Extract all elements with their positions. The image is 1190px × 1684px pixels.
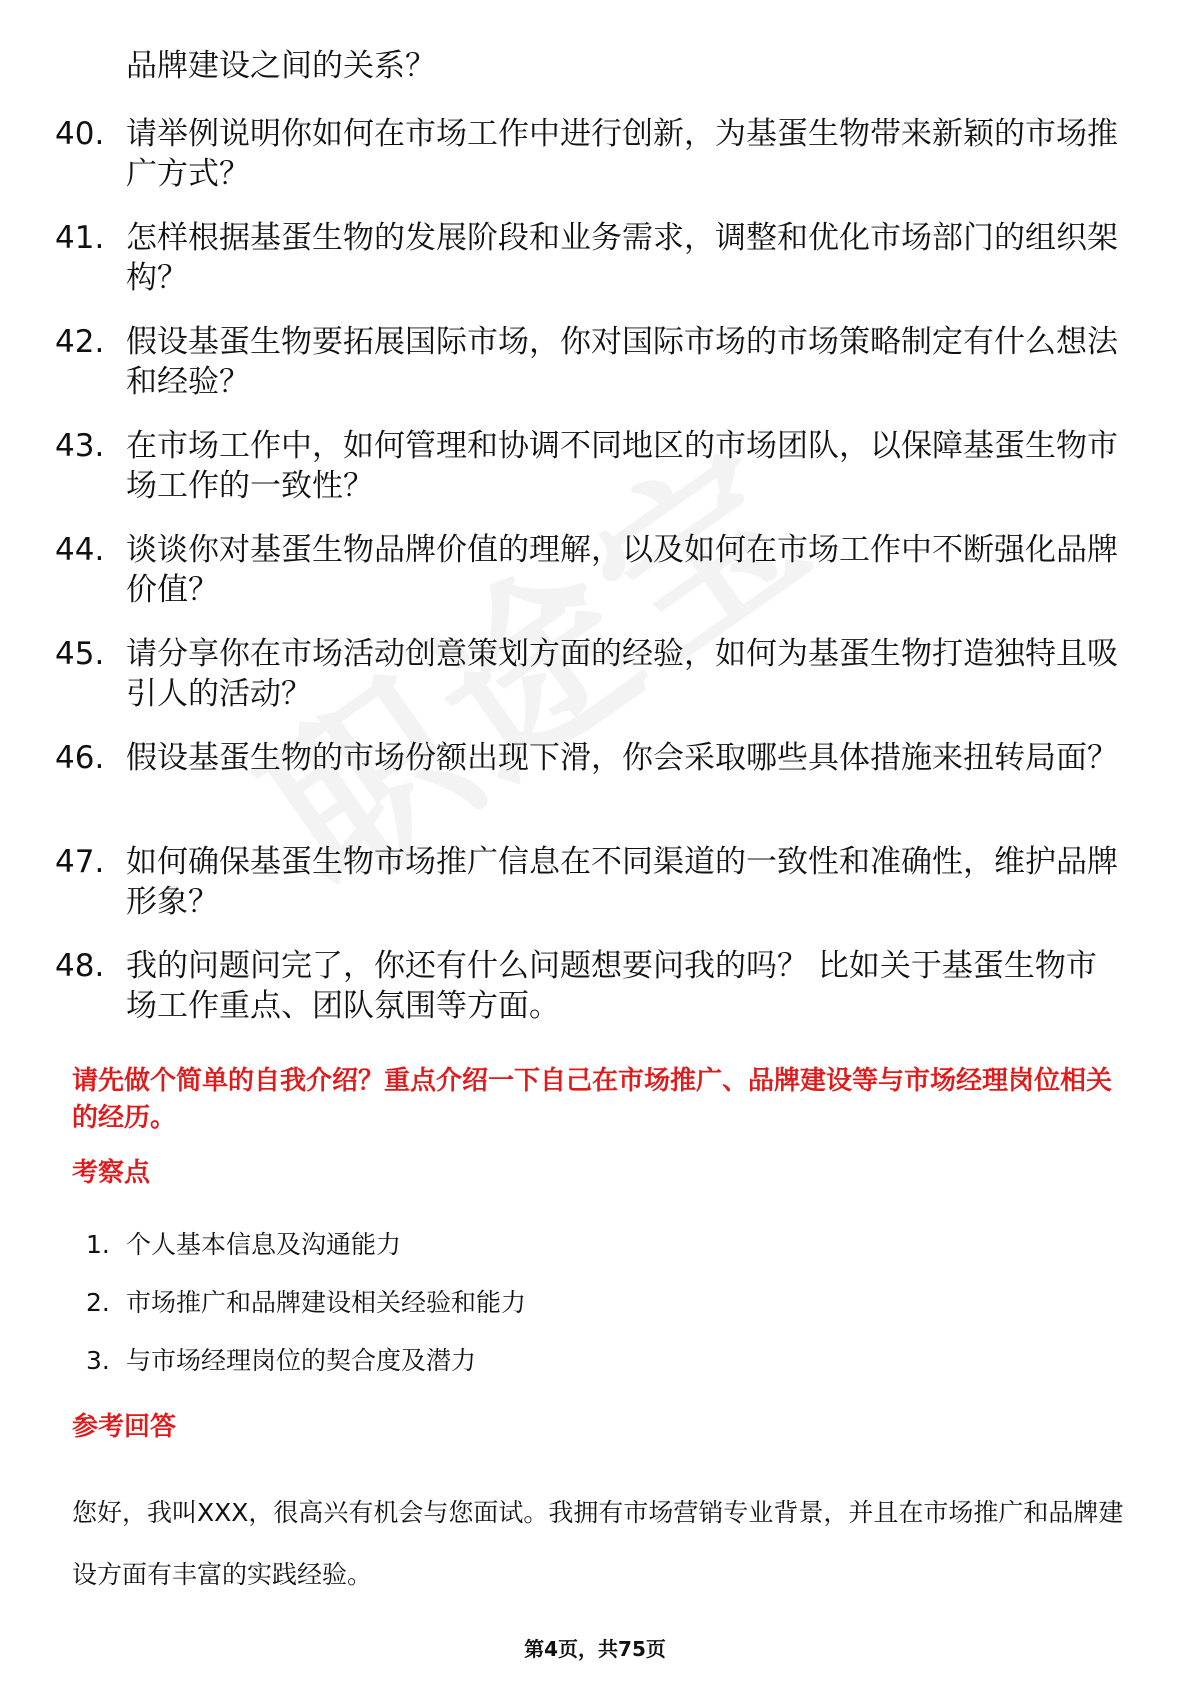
- intro-question-heading: 请先做个简单的自我介绍？重点介绍一下自己在市场推广、品牌建设等与市场经理岗位相关的经历。: [72, 1066, 1113, 1133]
- question-text: 谈谈你对基蛋生物品牌价值的理解，以及如何在市场工作中不断强化品牌价值？: [126, 532, 1118, 608]
- answer-title: 参考回答: [72, 1412, 177, 1442]
- question-number: 40.: [55, 116, 105, 152]
- list-item: [0, 114, 1190, 218]
- question-text: 请分享你在市场活动创意策划方面的经验，如何为基蛋生物打造独特且吸引人的活动？: [126, 636, 1118, 712]
- question-number: 44.: [55, 532, 105, 568]
- point-text: 个人基本信息及沟通能力: [126, 1230, 402, 1259]
- list-item: [0, 634, 1190, 738]
- question-number: 43.: [55, 428, 105, 464]
- list-item: [0, 842, 1190, 946]
- question-text: 请举例说明你如何在市场工作中进行创新，为基蛋生物带来新颖的市场推广方式？: [126, 116, 1118, 192]
- question-text: 怎样根据基蛋生物的发展阶段和业务需求，调整和优化市场部门的组织架构？: [126, 220, 1118, 296]
- point-text: 与市场经理岗位的契合度及潜力: [126, 1346, 477, 1375]
- list-item: [0, 946, 1190, 1050]
- points-title: 考察点: [72, 1158, 151, 1188]
- question-text: 假设基蛋生物的市场份额出现下滑，你会采取哪些具体措施来扭转局面？: [126, 740, 1118, 776]
- point-number: 1.: [86, 1230, 110, 1259]
- question-number: 45.: [55, 636, 105, 672]
- list-item: [0, 322, 1190, 426]
- question-text: 在市场工作中，如何管理和协调不同地区的市场团队，以保障基蛋生物市场工作的一致性？: [126, 428, 1118, 504]
- list-item: [0, 218, 1190, 322]
- page-footer: 第4页，共75页: [524, 1637, 666, 1661]
- question-text: 如何确保基蛋生物市场推广信息在不同渠道的一致性和准确性，维护品牌形象？: [126, 844, 1118, 920]
- question-text: 假设基蛋生物要拓展国际市场，你对国际市场的市场策略制定有什么想法和经验？: [126, 324, 1118, 400]
- question-39-continuation: 品牌建设之间的关系？: [126, 48, 436, 84]
- question-number: 47.: [55, 844, 105, 880]
- list-item: [0, 530, 1190, 634]
- question-number: 41.: [55, 220, 105, 256]
- question-number: 46.: [55, 740, 105, 776]
- question-list: [0, 114, 1190, 1050]
- list-item: [0, 426, 1190, 530]
- point-number: 3.: [86, 1346, 110, 1375]
- question-text: 我的问题问完了，你还有什么问题想要问我的吗？ 比如关于基蛋生物市场工作重点、团队氛围等方面。: [126, 948, 1097, 1024]
- question-number: 42.: [55, 324, 105, 360]
- point-number: 2.: [86, 1288, 110, 1317]
- point-text: 市场推广和品牌建设相关经验和能力: [126, 1288, 527, 1317]
- question-number: 48.: [55, 948, 105, 984]
- list-item: [0, 738, 1190, 842]
- answer-text: 您好，我叫XXX，很高兴有机会与您面试。我拥有市场营销专业背景，并且在市场推广和品牌建设方面有丰富的实践经验。: [72, 1498, 1124, 1589]
